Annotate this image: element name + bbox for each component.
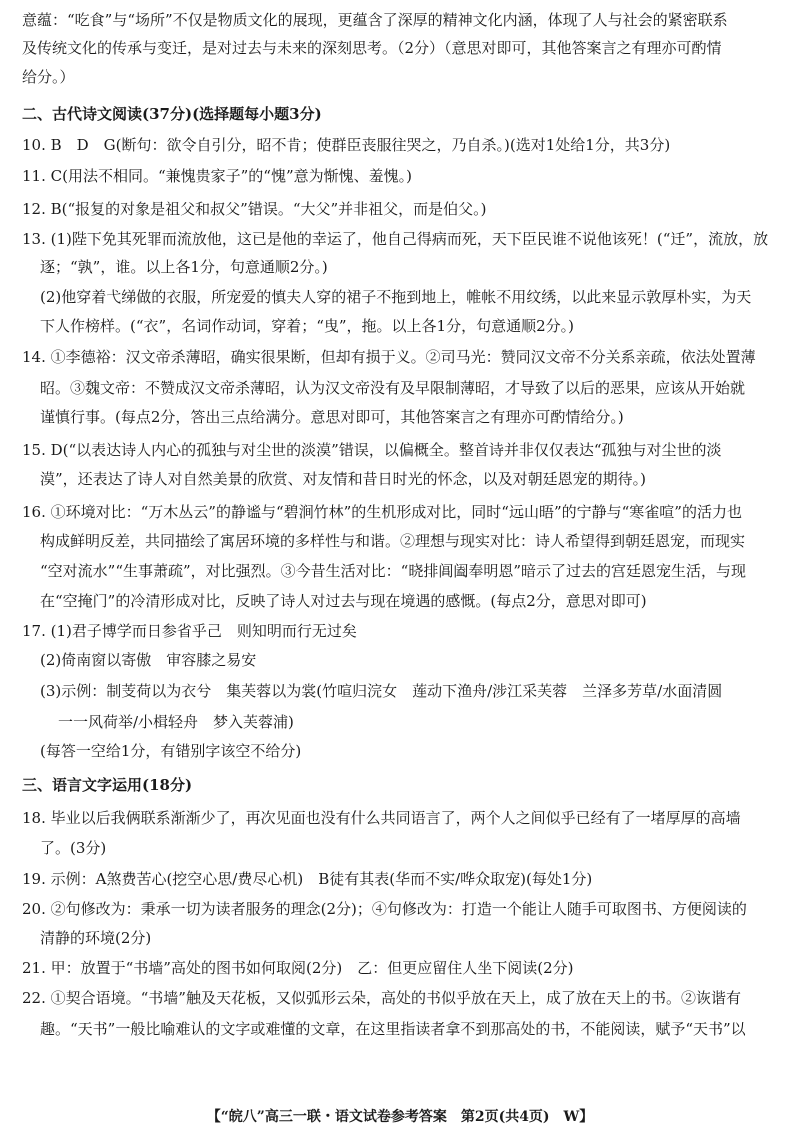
text-line: 漠”，还表达了诗人对自然美景的欣赏、对友情和昔日时光的怀念，以及对朝廷恩宠的期待。) bbox=[40, 470, 647, 488]
text-line: 12. B(“报复的对象是祖父和叔父”错误。“大父”并非祖父，而是伯父。) bbox=[22, 200, 487, 218]
text-line: 昭。③魏文帝：不赞成汉文帝杀薄昭，认为汉文帝没有及早限制薄昭，才导致了以后的恶果，应该从开始就 bbox=[40, 379, 746, 397]
text-line: 20. ②句修改为：秉承一切为读者服务的理念(2分)；④句修改为：打造一个能让人随手可取图书、方便阅读的 bbox=[22, 900, 747, 918]
text-line: 清静的环境(2分) bbox=[40, 929, 152, 947]
text-line: 17. (1)君子博学而日参省乎己 则知明而行无过矣 bbox=[22, 622, 357, 640]
text-line: 14. ①李德裕：汉文帝杀薄昭，确实很果断，但却有损于义。②司马光：赞同汉文帝不分关系亲疏，依法处置薄 bbox=[22, 348, 756, 366]
text-line: 谨慎行事。(每点2分，答出三点给满分。意思对即可，其他答案言之有理亦可酌情给分。) bbox=[40, 408, 624, 426]
text-line: (2)倚南窗以寄傲 审容膝之易安 bbox=[40, 651, 257, 669]
text-line: 一一风荷举/小楫轻舟 梦入芙蓉浦) bbox=[58, 713, 294, 731]
text-line: 构成鲜明反差，共同描绘了寓居环境的多样性与和谐。②理想与现实对比：诗人希望得到朝廷恩宠，而现实 bbox=[40, 532, 746, 550]
text-line: 21. 甲：放置于“书墙”高处的图书如何取阅(2分) 乙：但更应留住人坐下阅读(2分) bbox=[22, 959, 574, 977]
text-line: 16. ①环境对比：“万木丛云”的静谧与“碧涧竹林”的生机形成对比，同时“远山晤”的宁静与“寒雀喧”的活力也 bbox=[22, 503, 742, 521]
text-line: “空对流水”“生事萧疏”，对比强烈。③今昔生活对比：“晓排阊阖奉明恩”暗示了过去的宫廷恩宠生活，与现 bbox=[40, 562, 747, 580]
text-line: 及传统文化的传承与变迁，是对过去与未来的深刻思考。（2分）（意思对即可，其他答案言之有理亦可酌情 bbox=[22, 39, 722, 57]
text-line: 给分。） bbox=[22, 68, 75, 86]
text-line: 18. 毕业以后我俩联系渐渐少了，再次见面也没有什么共同语言了，两个人之间似乎已经有了一堵厚厚的高墙 bbox=[22, 809, 741, 827]
text-line: (2)他穿着弋绨做的衣服，所宠爱的慎夫人穿的裙子不拖到地上，帷帐不用纹绣，以此来显示敦厚朴实，为天 bbox=[40, 288, 752, 306]
text-line: (每答一空给1分，有错别字该空不给分) bbox=[40, 742, 302, 760]
text-line: 15. D(“以表达诗人内心的孤独与对尘世的淡漠”错误，以偏概全。整首诗并非仅仅表达“孤独与对尘世的淡 bbox=[22, 441, 722, 459]
text-line: (3)示例：制芰荷以为衣兮 集芙蓉以为裳(竹喧归浣女 莲动下渔舟/涉江采芙蓉 兰泽多芳草/水面清圆 bbox=[40, 682, 723, 700]
text-line: 在“空掩门”的冷清形成对比，反映了诗人对过去与现在境遇的感慨。(每点2分，意思对即可) bbox=[40, 592, 647, 610]
text-line: 下人作榜样。(“衣”，名词作动词，穿着；“曳”，拖。以上各1分，句意通顺2分。) bbox=[40, 317, 574, 335]
text-line: 逐；“孰”，谁。以上各1分，句意通顺2分。) bbox=[40, 258, 328, 276]
text-line: 13. (1)陛下免其死罪而流放他，这已是他的幸运了，他自己得病而死，天下臣民谁不说他该死！(“迁”，流放，放 bbox=[22, 230, 769, 248]
text-line: 趣。“天书”一般比喻难认的文字或难懂的文章，在这里指读者拿不到那高处的书，不能阅读，赋予“天书”以 bbox=[40, 1020, 746, 1038]
text-line: 了。(3分) bbox=[40, 839, 107, 857]
text-line: 11. C(用法不相同。“兼愧贵家子”的“愧”意为惭愧、羞愧。) bbox=[22, 167, 412, 185]
text-line: 22. ①契合语境。“书墙”触及天花板，又似弧形云朵，高处的书似乎放在天上，成了放在天上的书。②诙谐有 bbox=[22, 989, 741, 1007]
text-line: 10. B D G(断句：欲令自引分，昭不肯；使群臣丧服往哭之，乃自杀。)(选对1处给1分，共3分) bbox=[22, 136, 671, 154]
text-line: 意蕴：“吃食”与“场所”不仅是物质文化的展现，更蕴含了深厚的精神文化内涵，体现了人与社会的紧密联系 bbox=[22, 11, 728, 29]
text-line: 19. 示例：A煞费苦心(挖空心思/费尽心机) B徒有其表(华而不实/哗众取宠)(每处1分) bbox=[22, 870, 593, 888]
page-footer: 【“皖八”高三一联・语文试卷参考答案 第2页(共4页) W】 bbox=[206, 1109, 594, 1125]
section-heading: 三、语言文字运用(18分) bbox=[22, 776, 193, 794]
section-heading: 二、古代诗文阅读(37分)(选择题每小题3分) bbox=[22, 105, 322, 123]
